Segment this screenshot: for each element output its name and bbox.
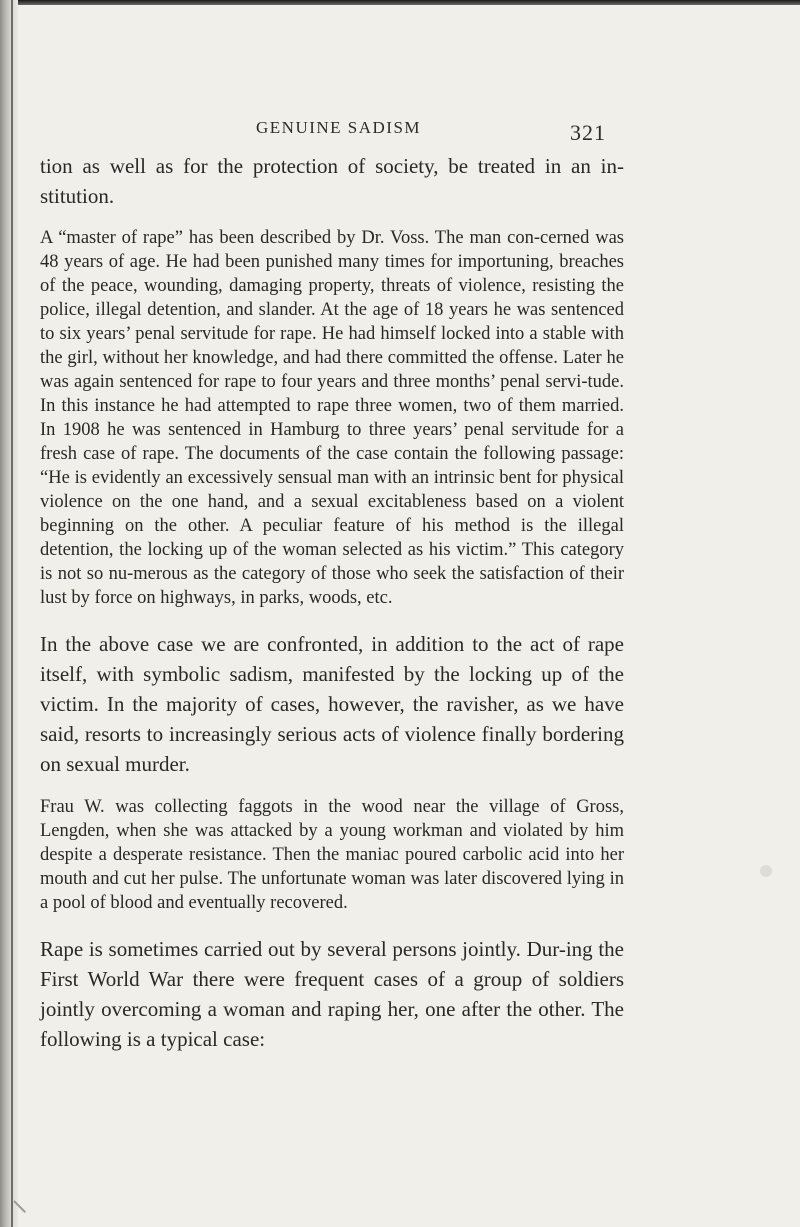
page-header (40, 118, 640, 148)
page-number: 321 (570, 120, 606, 145)
binding-line (11, 0, 13, 1227)
book-binding-shadow (0, 0, 18, 1227)
page-body (40, 151, 624, 1054)
paragraph-2: A “master of rape” has been described by Dr. Voss. The man con-cerned was 48 years of age. He had been punished many times for importuning, breaches of the peace, wounding, damaging property, threats of violence, resisting the police, illegal detention, and slander. At the age of 18 years he was sentenced to six years’ penal servitude for rape. He had himself locked into a stable with the girl, without her knowledge, and had there committed the offense. Later he was again sentenced for rape to four years and three months’ penal servi-tude. In this instance he had attempted to rape three women, two of them married. In 1908 he was sentenced in Hamburg to three years’ penal servitude for a fresh case of rape. The documents of the case contain the following passage: “He is evidently an excessively sensual man with an intrinsic bent for physical violence on the one hand, and a sexual excitableness based on a violent beginning on the other. A peculiar feature of his method is the illegal detention, the locking up of the woman selected as his victim.” This category is not so nu-merous as the category of those who seek the satisfaction of their lust by force on highways, in parks, woods, etc. (40, 228, 624, 608)
page-top-edge (0, 0, 800, 5)
paper-spot (760, 865, 772, 877)
paragraph-5: Rape is sometimes carried out by several persons jointly. Dur-ing the First World War there were frequent cases of a group of soldiers jointly overcoming a woman and raping her, one after the other. The following is a typical case: (40, 937, 624, 1051)
running-head: GENUINE SADISM (256, 118, 422, 137)
paragraph-1: tion as well as for the protection of society, be treated in an in-stitution. (40, 154, 624, 208)
paragraph-3: In the above case we are confronted, in addition to the act of rape itself, with symbolic sadism, manifested by the locking up of the victim. In the majority of cases, however, the ravisher, as we have said, resorts to increasingly serious acts of violence finally bordering on sexual murder. (40, 632, 624, 776)
paragraph-4: Frau W. was collecting faggots in the wood near the village of Gross, Lengden, when she was attacked by a young workman and violated by him despite a desperate resistance. Then the maniac poured carbolic acid into her mouth and cut her pulse. The unfortunate woman was later discovered lying in a pool of blood and eventually recovered. (40, 797, 624, 913)
